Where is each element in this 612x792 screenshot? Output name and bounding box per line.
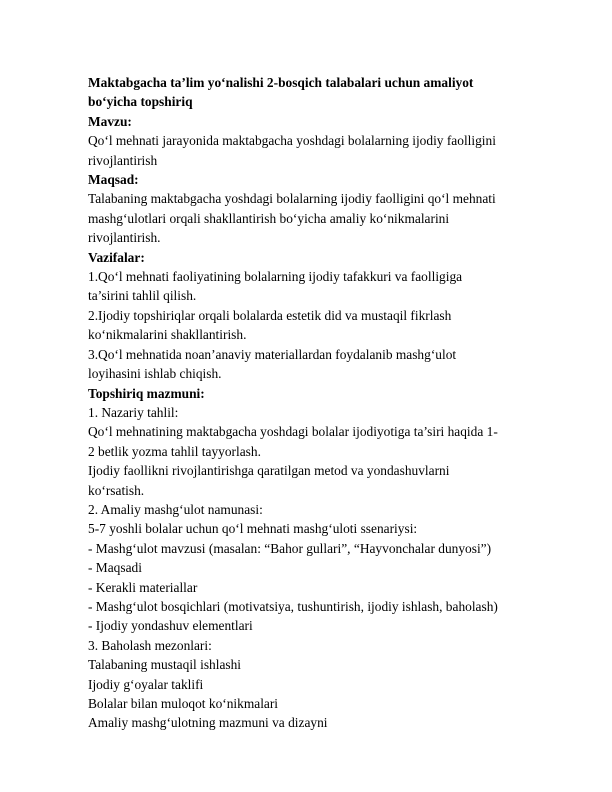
topshiriq-text-line: Ijodiy g‘oyalar taklifi bbox=[88, 676, 204, 692]
topshiriq-text-line: - Ijodiy yondashuv elementlari bbox=[88, 618, 253, 634]
document-title-line-1: Maktabgacha ta’lim yo‘nalishi 2-bosqich talabalari uchun amaliyot bbox=[88, 75, 474, 90]
topshiriq-text-line: 5-7 yoshli bolalar uchun qo‘l mehnati mashg‘uloti ssenariysi: bbox=[88, 521, 418, 537]
topshiriq-text-line: ko‘rsatish. bbox=[88, 482, 145, 498]
document-title-line-2: bo‘yicha topshiriq bbox=[88, 94, 193, 110]
topshiriq-text-line: - Kerakli materiallar bbox=[88, 579, 198, 595]
topshiriq-text-line: - Mashg‘ulot mavzusi (masalan: “Bahor gullari”, “Hayvonchalar dunyosi”) bbox=[88, 540, 492, 556]
maqsad-heading: Maqsad: bbox=[88, 172, 139, 188]
topshiriq-text-line: - Maqsadi bbox=[88, 560, 142, 576]
topshiriq-heading: Topshiriq mazmuni: bbox=[88, 385, 205, 401]
mavzu-heading: Mavzu: bbox=[88, 113, 132, 129]
vazifalar-text-line: ta’sirini tahlil qilish. bbox=[88, 288, 197, 304]
vazifalar-text-line: ko‘nikmalarini shakllantirish. bbox=[88, 327, 247, 343]
vazifalar-text-line: 3.Qo‘l mehnatida noan’anaviy materiallardan foydalanib mashg‘ulot bbox=[88, 346, 457, 362]
topshiriq-text-line: - Mashg‘ulot bosqichlari (motivatsiya, tushuntirish, ijodiy ishlash, baholash) bbox=[88, 598, 498, 614]
topshiriq-text-line: 2 betlik yozma tahlil tayyorlash. bbox=[88, 443, 261, 459]
topshiriq-text-line: Amaliy mashg‘ulotning mazmuni va dizayni bbox=[88, 715, 328, 731]
topshiriq-text-line: Qo‘l mehnatining maktabgacha yoshdagi bolalar ijodiyotiga ta’siri haqida 1- bbox=[88, 424, 498, 440]
maqsad-text-line: mashg‘ulotlari orqali shakllantirish bo‘yicha amaliy ko‘nikmalarini bbox=[88, 210, 450, 226]
topshiriq-text-line: Ijodiy faollikni rivojlantirishga qaratilgan metod va yondashuvlarni bbox=[88, 463, 450, 479]
topshiriq-text-line: 3. Baholash mezonlari: bbox=[88, 637, 212, 653]
topshiriq-text-line: Bolalar bilan muloqot ko‘nikmalari bbox=[88, 696, 279, 711]
vazifalar-text-line: loyihasini ishlab chiqish. bbox=[88, 366, 222, 382]
vazifalar-text-line: 2.Ijodiy topshiriqlar orqali bolalarda estetik did va mustaqil fikrlash bbox=[88, 307, 452, 323]
document-page bbox=[88, 73, 528, 733]
topshiriq-text-line: 1. Nazariy tahlil: bbox=[88, 404, 179, 420]
maqsad-text-line: Talabaning maktabgacha yoshdagi bolalarning ijodiy faolligini qo‘l mehnati bbox=[88, 191, 496, 207]
vazifalar-heading: Vazifalar: bbox=[88, 249, 145, 265]
vazifalar-text-line: 1.Qo‘l mehnati faoliyatining bolalarning ijodiy tafakkuri va faolligiga bbox=[88, 269, 463, 285]
maqsad-text-line: rivojlantirish. bbox=[88, 230, 161, 246]
mavzu-text-line: Qo‘l mehnati jarayonida maktabgacha yoshdagi bolalarning ijodiy faolligini bbox=[88, 133, 496, 149]
topshiriq-text-line: Talabaning mustaqil ishlashi bbox=[88, 657, 242, 673]
topshiriq-text-line: 2. Amaliy mashg‘ulot namunasi: bbox=[88, 501, 263, 517]
mavzu-text-line: rivojlantirish bbox=[88, 152, 158, 168]
